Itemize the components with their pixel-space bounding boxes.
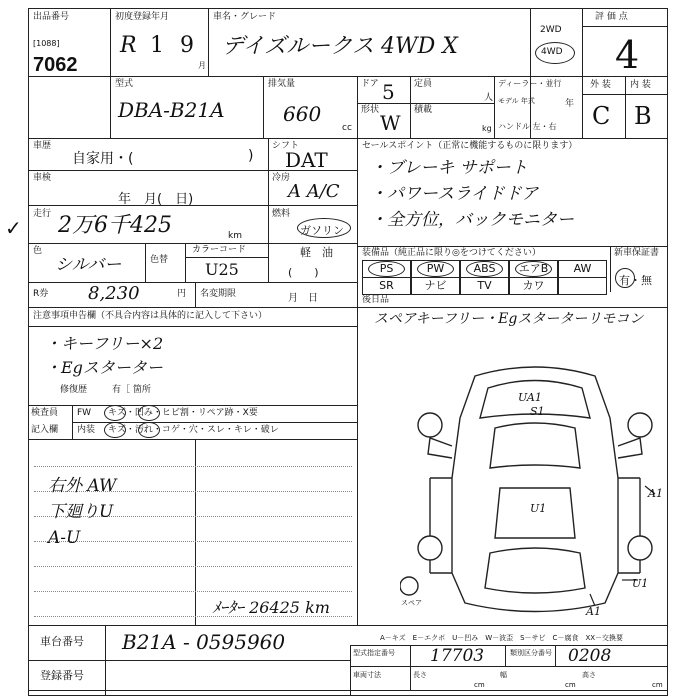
equipment-check-circle bbox=[368, 261, 405, 277]
length-label: 長さ bbox=[413, 671, 427, 679]
use-label: 車歴 bbox=[33, 141, 52, 151]
equipment-item: カワ bbox=[509, 277, 558, 295]
capacity-label: 定員 bbox=[414, 79, 433, 89]
interior-grade: B bbox=[634, 102, 652, 130]
damage-mark-ua1: UA1 bbox=[518, 391, 542, 404]
inspector-label-2: 記入欄 bbox=[31, 425, 59, 435]
fw-scratch-circle bbox=[104, 405, 126, 421]
name-change-fields: 月 日 bbox=[288, 293, 318, 304]
handle-label: ハンドル 左・右 bbox=[498, 122, 557, 131]
sales-point-3: ・全方位，バックモニター bbox=[370, 210, 574, 230]
remark-line-1: 右外 AW bbox=[48, 476, 117, 496]
color-change-label: 色替 bbox=[150, 255, 169, 265]
model-year-label: モデル 年式 bbox=[498, 97, 535, 105]
vehicle-name-label: 車名・グレード bbox=[213, 12, 277, 22]
load-label: 積載 bbox=[414, 105, 433, 115]
exterior-label: 外 装 bbox=[590, 80, 611, 90]
remark-line-3: A-U bbox=[48, 528, 81, 548]
fw-label: FW bbox=[77, 408, 92, 418]
fw-dent-circle bbox=[138, 405, 160, 421]
recycle-label: R券 bbox=[33, 289, 49, 299]
lot-number: 7062 bbox=[33, 54, 78, 76]
registration-label: 初度登録年月 bbox=[115, 12, 170, 22]
notes-title: 注意事項申告欄（不具合内容は具体的に記入して下さい） bbox=[33, 311, 268, 321]
lot-label: 出品番号 bbox=[33, 12, 70, 22]
aftermarket-label: 後日品 bbox=[362, 295, 390, 305]
equipment-item: ABS bbox=[460, 260, 509, 278]
drive-value: 4WD bbox=[541, 47, 563, 57]
repair-label: 修復歴 bbox=[60, 385, 88, 395]
sales-point-2: ・パワースライドドア bbox=[370, 184, 539, 204]
inspection-label: 車検 bbox=[33, 173, 52, 183]
fuel-option-other: ( ) bbox=[288, 266, 319, 279]
shape-value: W bbox=[380, 111, 401, 135]
new-car-warranty-label: 新車保証書 bbox=[614, 248, 660, 258]
lot-sub: [1088] bbox=[33, 39, 60, 48]
interior-scratch-circle bbox=[104, 422, 126, 438]
equipment-item: PS bbox=[362, 260, 411, 278]
sales-point-1: ・ブレーキ サポート bbox=[370, 158, 528, 178]
equipment-item: エアB bbox=[509, 260, 558, 278]
note-item-1: ・キーフリー×2 bbox=[45, 334, 164, 353]
recycle-value: 8,230 bbox=[88, 283, 140, 304]
use-close: ) bbox=[248, 148, 254, 164]
damage-mark-u1-rear: U1 bbox=[632, 577, 649, 590]
equipment-check-circle bbox=[466, 261, 503, 277]
name-change-label: 名変期限 bbox=[200, 289, 237, 299]
mileage-note: ﾒｰﾀｰ 26425 km bbox=[212, 598, 330, 617]
registration-no-label: 登録番号 bbox=[40, 669, 84, 682]
dealer-label: ディーラー・並行 bbox=[498, 79, 562, 88]
damage-mark-a1-right: A1 bbox=[648, 487, 663, 500]
model-value: DBA-B21A bbox=[118, 98, 225, 122]
door-label: ドア bbox=[361, 79, 379, 89]
equipment-item: PW bbox=[411, 260, 460, 278]
mileage-checkmark: ✓ bbox=[5, 216, 22, 240]
equipment-title: 装備品（純正品に限り◎をつけてください） bbox=[362, 248, 541, 258]
shift-value: DAT bbox=[285, 148, 328, 172]
mileage-unit: km bbox=[228, 231, 242, 241]
shift-label: シフト bbox=[272, 141, 300, 151]
use-value: 自家用・( bbox=[72, 151, 134, 167]
inspection-fields: 年 月( 日) bbox=[118, 192, 194, 207]
remark-dotted-line bbox=[34, 591, 352, 592]
interior-check-items: キズ・汚れ・コゲ・穴・スレ・キレ・破レ bbox=[108, 425, 279, 435]
ac-label: 冷房 bbox=[272, 173, 291, 183]
color-code-value: U25 bbox=[205, 260, 239, 279]
shape-label: 形状 bbox=[361, 105, 380, 115]
remark-dotted-line bbox=[34, 466, 352, 467]
ac-value: A A/C bbox=[288, 181, 340, 202]
width-unit: cm bbox=[565, 681, 576, 689]
dimensions-label: 車両寸法 bbox=[353, 671, 381, 679]
drive-label: 2WD bbox=[540, 25, 562, 35]
damage-legend: A－キズ E－エクボ U－凹み W－波歪 S－サビ C－腐食 XX－交換要 bbox=[380, 634, 624, 642]
registration-month-unit: 月 bbox=[198, 61, 206, 70]
mileage-value: 2万6千425 bbox=[58, 213, 172, 238]
fuel-option-diesel: 軽 油 bbox=[300, 246, 333, 259]
repair-value: 有［ 箇所 bbox=[112, 385, 151, 395]
displacement-label: 排気量 bbox=[268, 79, 296, 89]
width-label: 幅 bbox=[500, 671, 507, 679]
warranty-value: 有・無 bbox=[619, 274, 652, 287]
chassis-label: 車台番号 bbox=[40, 635, 84, 648]
displacement-value: 660 bbox=[283, 102, 322, 126]
model-spec-value: 17703 bbox=[430, 646, 485, 666]
equipment-item: TV bbox=[460, 277, 509, 295]
equipment-item: SR bbox=[362, 277, 411, 295]
fw-items: キズ・凹み・ヒビ割・リペア跡・X要 bbox=[108, 408, 258, 418]
interior-dirt-circle bbox=[138, 422, 160, 438]
remark-dotted-line bbox=[34, 541, 352, 542]
equipment-check-circle bbox=[417, 261, 454, 277]
aftermarket-value: スペアキーフリー・Egスターターリモコン bbox=[374, 311, 644, 327]
load-unit: kg bbox=[482, 124, 492, 133]
equipment-item: ナビ bbox=[411, 277, 460, 295]
model-spec-label: 型式指定番号 bbox=[353, 649, 395, 657]
registration-month: 9 bbox=[180, 33, 194, 58]
displacement-unit: cc bbox=[342, 123, 352, 133]
registration-era: R bbox=[120, 33, 137, 58]
damage-mark-s1: S1 bbox=[530, 405, 545, 418]
chassis-value: B21A - 0595960 bbox=[122, 630, 286, 654]
height-label: 高さ bbox=[582, 671, 596, 679]
length-unit: cm bbox=[474, 681, 485, 689]
damage-mark-u1-roof: U1 bbox=[530, 502, 547, 515]
inspector-label-1: 検査員 bbox=[31, 408, 59, 418]
fuel-gasoline-circle bbox=[297, 218, 351, 238]
damage-mark-a1-bottom: A1 bbox=[586, 605, 601, 618]
vehicle-name-value: デイズルークス 4WD X bbox=[222, 34, 458, 59]
equipment-item bbox=[558, 277, 607, 295]
remark-line-2: 下廻りU bbox=[48, 502, 114, 522]
color-value: シルバー bbox=[55, 255, 122, 275]
spare-tire-label: スペア bbox=[401, 599, 422, 607]
category-value: 0208 bbox=[568, 646, 612, 666]
score-label: 評 価 点 bbox=[595, 12, 628, 22]
registration-year: 1 bbox=[150, 33, 164, 58]
equipment-item: AW bbox=[558, 260, 607, 278]
color-code-label: カラーコード bbox=[192, 245, 247, 255]
recycle-unit: 円 bbox=[177, 289, 187, 299]
year-unit: 年 bbox=[565, 99, 575, 109]
note-item-2: ・Egスターター bbox=[45, 358, 163, 377]
mileage-label: 走行 bbox=[33, 209, 52, 219]
equipment-check-circle bbox=[515, 261, 552, 277]
door-value: 5 bbox=[382, 80, 395, 104]
warranty-yes-circle bbox=[615, 268, 635, 288]
category-label: 類別区分番号 bbox=[510, 649, 552, 657]
remark-dotted-line bbox=[34, 566, 352, 567]
fuel-label: 燃料 bbox=[272, 209, 291, 219]
interior-check-label: 内装 bbox=[77, 425, 96, 435]
capacity-unit: 人 bbox=[484, 93, 494, 103]
exterior-grade: C bbox=[592, 102, 611, 130]
model-label: 型式 bbox=[115, 79, 134, 89]
interior-label: 内 装 bbox=[630, 80, 651, 90]
sales-title: セールスポイント（正常に機能するものに限ります） bbox=[362, 141, 578, 151]
height-unit: cm bbox=[652, 681, 663, 689]
score-value: 4 bbox=[615, 33, 640, 77]
fuel-option-gasoline: ガソリン bbox=[300, 224, 344, 237]
color-label: 色 bbox=[33, 246, 43, 256]
